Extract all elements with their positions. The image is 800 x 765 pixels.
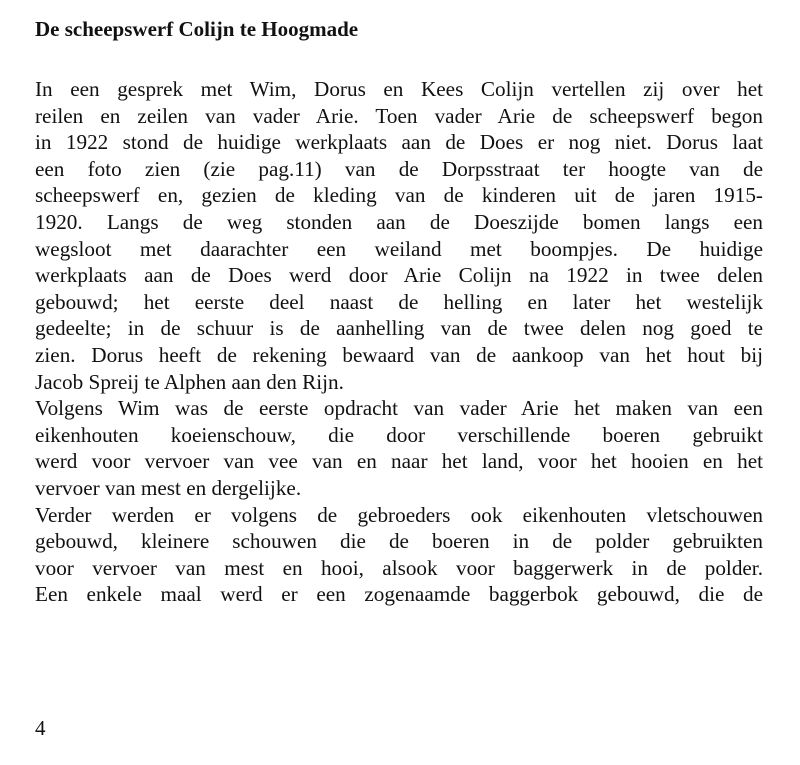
page-number: 4: [35, 716, 46, 740]
text-line: voor vervoer van mest en hooi, alsook voor baggerwerk in de polder.: [35, 555, 763, 580]
text-line: gebouwd, kleinere schouwen die de boeren in de polder gebruikten: [35, 529, 763, 554]
text-line: 1920. Langs de weg stonden aan de Doeszijde bomen langs een: [35, 209, 763, 234]
text-line: reilen en zeilen van vader Arie. Toen vader Arie de scheepswerf begon: [35, 103, 763, 128]
text-line: in 1922 stond de huidige werkplaats aan de Does er nog niet. Dorus laat: [35, 130, 763, 155]
text-line: een foto zien (zie pag.11) van de Dorpsstraat ter hoogte van de: [35, 156, 763, 181]
text-line: Jacob Spreij te Alphen aan den Rijn.: [35, 369, 344, 394]
text-line: eikenhouten koeienschouw, die door verschillende boeren gebruikt: [35, 422, 763, 447]
text-line: Een enkele maal werd er een zogenaamde baggerbok gebouwd, die de: [35, 582, 763, 607]
text-line: werd voor vervoer van vee van en naar het land, voor het hooien en het: [35, 449, 763, 474]
text-line: Verder werden er volgens de gebroeders ook eikenhouten vletschouwen: [35, 502, 763, 527]
text-line: gedeelte; in de schuur is de aanhelling van de twee delen nog goed te: [35, 316, 763, 341]
text-line: vervoer van mest en dergelijke.: [35, 475, 302, 500]
text-line: werkplaats aan de Does werd door Arie Colijn na 1922 in twee delen: [35, 263, 763, 288]
document-title: De scheepswerf Colijn te Hoogmade: [35, 17, 359, 41]
text-line: scheepswerf en, gezien de kleding van de kinderen uit de jaren 1915-: [35, 183, 763, 208]
text-line: Volgens Wim was de eerste opdracht van vader Arie het maken van een: [35, 396, 763, 421]
text-line: wegsloot met daarachter een weiland met boompjes. De huidige: [35, 236, 763, 261]
body-text: [35, 76, 763, 608]
text-line: In een gesprek met Wim, Dorus en Kees Colijn vertellen zij over het: [35, 77, 763, 101]
text-line: zien. Dorus heeft de rekening bewaard van de aankoop van het hout bij: [35, 342, 763, 367]
text-line: gebouwd; het eerste deel naast de helling en later het westelijk: [35, 289, 763, 314]
